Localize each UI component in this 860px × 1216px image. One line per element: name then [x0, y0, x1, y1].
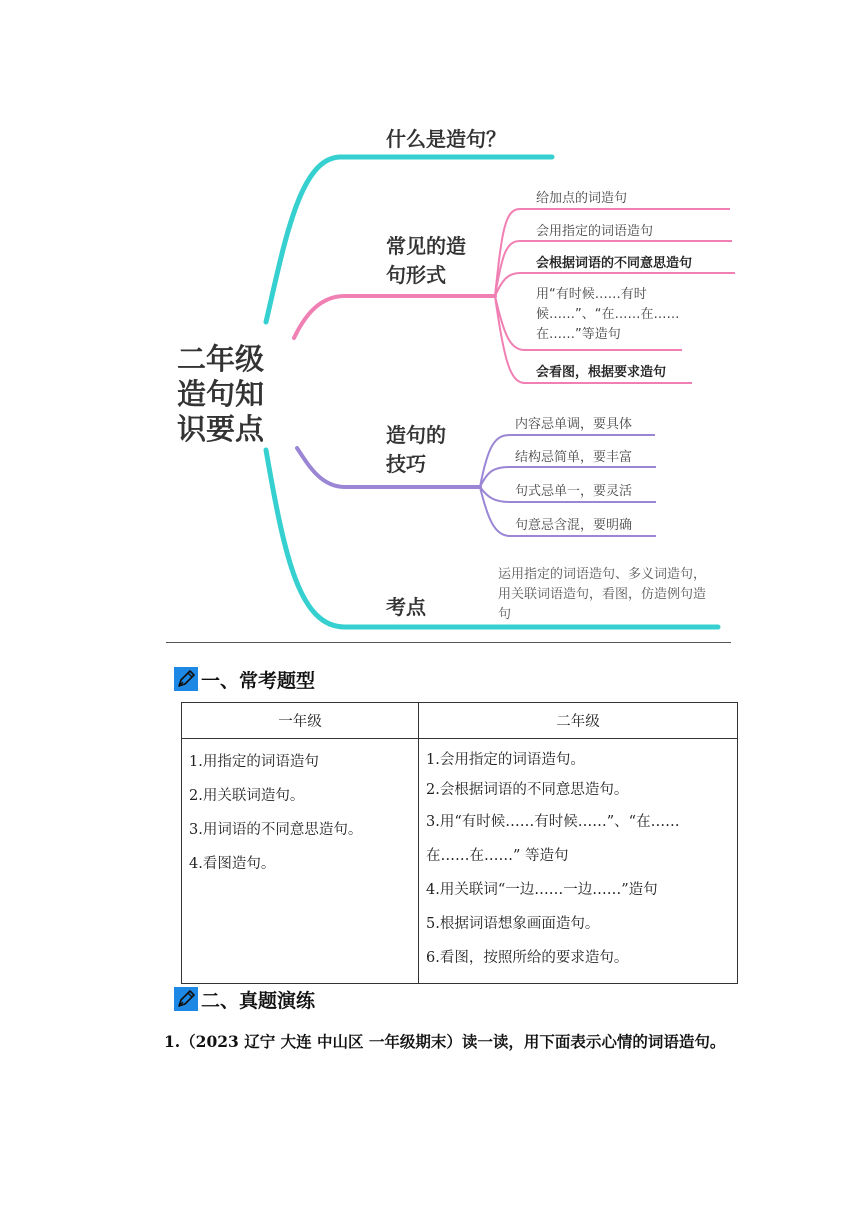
section2-heading [174, 986, 315, 1012]
skills-leaf-2: 结构忌简单，要丰富 [515, 450, 633, 465]
header-grade2: 二年级 [419, 703, 738, 739]
mindmap-root [177, 342, 264, 447]
grade2-item: 5.根据词语想象画面造句。 [426, 916, 600, 932]
branch-title-exam: 考点 [386, 595, 426, 619]
table-row [182, 739, 738, 984]
header-grade1: 一年级 [182, 703, 419, 739]
forms-title-line-2: 句形式 [386, 263, 446, 287]
forms-leaf-1: 给加点的词造句 [536, 191, 628, 206]
skills-leaf-3: 句式忌单一，要灵活 [515, 484, 633, 499]
skills-leaf-4: 句意忌含混，要明确 [515, 518, 633, 533]
question-1 [130, 1024, 730, 1060]
forms-leaf-4-line-1: 用“有时候……有时 [536, 287, 647, 302]
divider-line [166, 642, 731, 643]
section2-title: 二、真题演练 [201, 989, 316, 1012]
grade2-item: 1.会用指定的词语造句。 [426, 752, 585, 768]
branch-title-skills [386, 421, 446, 479]
grade1-item: 3.用词语的不同意思造句。 [189, 822, 363, 838]
question-types-table [181, 702, 738, 984]
skills-leaf-1: 内容忌单调，要具体 [515, 417, 633, 432]
forms-leaf-4-line-2: 候……”、“在……在…… [536, 307, 680, 322]
root-line-2: 造句知 [177, 377, 265, 411]
grade2-item: 6.看图，按照所给的要求造句。 [426, 950, 629, 966]
grade1-item: 1.用指定的词语造句 [189, 754, 319, 770]
root-line-3: 识要点 [177, 412, 265, 446]
forms-leaf-3: 会根据词语的不同意思造句 [536, 256, 693, 271]
root-line-1: 二年级 [177, 342, 265, 376]
grade2-item: 2.会根据词语的不同意思造句。 [426, 782, 629, 798]
pen-icon [174, 667, 198, 691]
branch-title-forms [386, 232, 466, 290]
forms-leaf-4 [536, 285, 679, 345]
forms-leaf-5: 会看图，根据要求造句 [536, 365, 667, 380]
grade2-item: 4.用关联词“一边……一边……”造句 [426, 882, 658, 898]
grade1-cell [182, 739, 419, 984]
grade2-cell [419, 739, 738, 984]
section1-heading [174, 666, 315, 692]
grade1-item: 2.用关联词造句。 [189, 788, 305, 804]
forms-leaf-2: 会用指定的词语造句 [536, 224, 654, 239]
forms-title-line-1: 常见的造 [386, 234, 466, 258]
skills-title-line-2: 技巧 [386, 452, 426, 476]
skills-title-line-1: 造句的 [386, 423, 446, 447]
forms-leaf-4-line-3: 在……”等造句 [536, 327, 621, 342]
grade1-item: 4.看图造句。 [189, 856, 276, 872]
question-1-text: 1.（2023 辽宁 大连 中山区 一年级期末）读一读，用下面表示心情的词语造句。 [164, 1032, 726, 1051]
section1-title: 一、常考题型 [201, 669, 316, 692]
branch-title-what: 什么是造句？ [386, 127, 506, 151]
pen-icon [174, 987, 198, 1011]
grade2-item: 3.用“有时候……有时候……”、“在…… [426, 814, 680, 830]
table-header-row [182, 703, 738, 739]
branch-line-forms [294, 296, 495, 338]
grade2-item-cont: 在……在……” 等造句 [426, 848, 569, 864]
exam-note: 运用指定的词语造句、多义词造句，用关联词语造句，看图，仿造例句造句 [498, 567, 707, 622]
